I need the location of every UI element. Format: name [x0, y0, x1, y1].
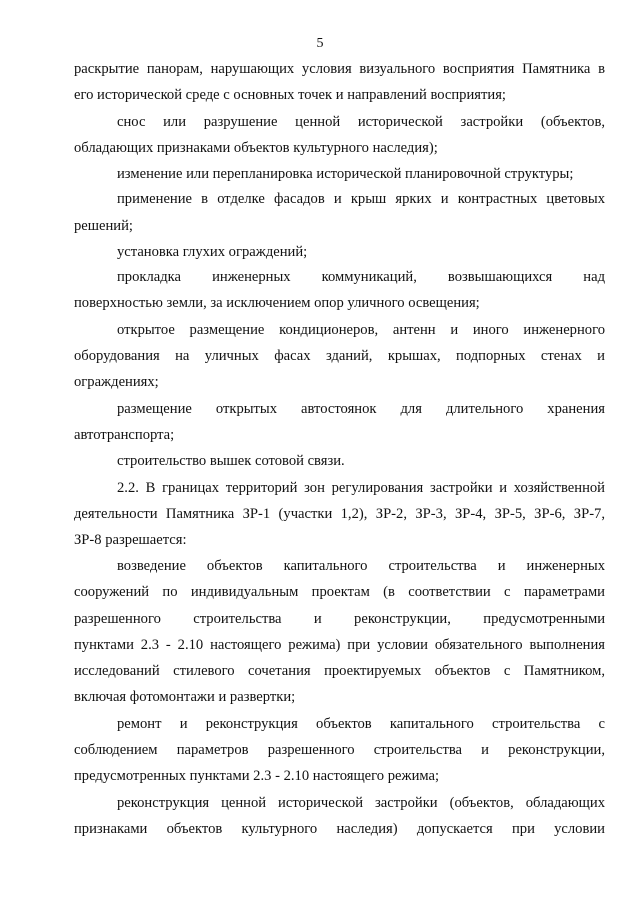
text-line: деятельности Памятника ЗР-1 (участки 1,2), ЗР-2, ЗР-3, ЗР-4, ЗР-5, ЗР-6, ЗР-7,: [74, 506, 605, 522]
text-line: применение в отделке фасадов и крыш ярких и контрастных цветовых: [117, 191, 605, 207]
text-line: 2.2. В границах территорий зон регулирования застройки и хозяйственной: [117, 480, 605, 496]
text-line: раскрытие панорам, нарушающих условия визуального восприятия Памятника в: [74, 61, 605, 77]
text-line: снос или разрушение ценной исторической застройки (объектов,: [117, 114, 605, 130]
text-line: строительство вышек сотовой связи.: [117, 453, 345, 469]
text-line: сооружений по индивидуальным проектам (в соответствии с параметрами: [74, 584, 605, 600]
text-line: открытое размещение кондиционеров, антенн и иного инженерного: [117, 322, 605, 338]
text-line: решений;: [74, 218, 133, 234]
text-line: установка глухих ограждений;: [117, 244, 308, 260]
text-line: пунктами 2.3 - 2.10 настоящего режима) при условии обязательного выполнения: [74, 637, 605, 653]
page-number: 5: [316, 36, 324, 51]
text-line: размещение открытых автостоянок для длительного хранения: [117, 401, 605, 417]
text-line: поверхностью земли, за исключением опор уличного освещения;: [74, 295, 480, 311]
text-line: ЗР-8 разрешается:: [74, 532, 187, 548]
text-line: предусмотренных пунктами 2.3 - 2.10 настоящего режима;: [74, 768, 440, 784]
text-line: возведение объектов капитального строительства и инженерных: [117, 558, 605, 574]
text-line: реконструкция ценной исторической застройки (объектов, обладающих: [117, 795, 605, 811]
text-line: прокладка инженерных коммуникаций, возвышающихся над: [117, 269, 605, 285]
text-line: оборудования на уличных фасах зданий, крышах, подпорных стенах и: [74, 348, 605, 364]
text-line: включая фотомонтажи и развертки;: [74, 689, 296, 705]
text-line: признаками объектов культурного наследия) допускается при условии: [74, 821, 605, 837]
text-line: автотранспорта;: [74, 427, 175, 443]
text-line: изменение или перепланировка исторической планировочной структуры;: [117, 166, 574, 182]
text-line: ограждениях;: [74, 374, 159, 390]
text-line: исследований стилевого сочетания проектируемых объектов с Памятником,: [74, 663, 605, 679]
text-line: его исторической среде с основных точек и направлений восприятия;: [74, 87, 506, 103]
text-line: соблюдением параметров разрешенного строительства и реконструкции,: [74, 742, 605, 758]
text-line: ремонт и реконструкция объектов капитального строительства с: [117, 716, 605, 732]
text-line: разрешенного строительства и реконструкции, предусмотренными: [74, 611, 605, 627]
text-line: обладающих признаками объектов культурного наследия);: [74, 140, 438, 156]
